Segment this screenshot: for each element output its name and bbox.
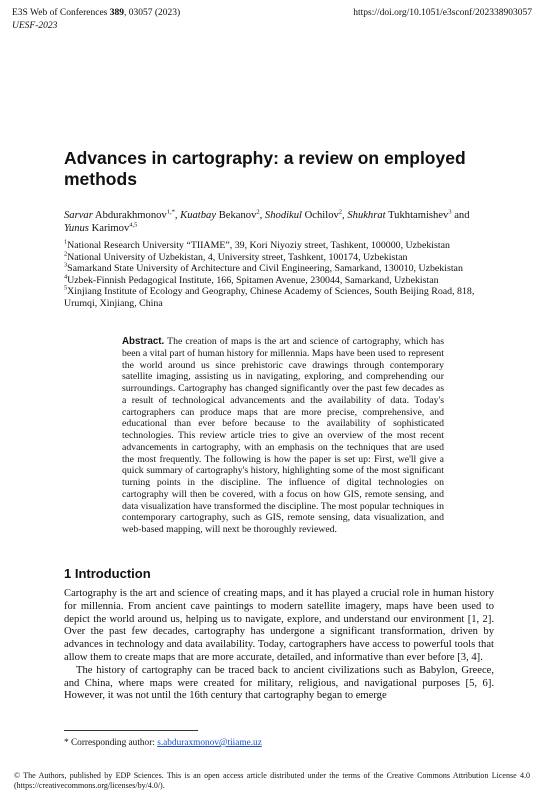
running-header-left bbox=[12, 7, 180, 33]
journal-prefix: E3S Web of Conferences bbox=[12, 8, 110, 18]
author-affiliation-marker: 3 bbox=[448, 208, 452, 216]
affiliation-text: National University of Uzbekistan, 4, University street, Tashkent, 100174, Uzbekistan bbox=[67, 251, 408, 263]
affiliation-number: 3 bbox=[64, 261, 68, 269]
author-family-name: Tukhtamishev bbox=[388, 210, 449, 221]
paper-title: Advances in cartography: a review on employed methods bbox=[64, 148, 466, 189]
author-family-name: Abdurakhmonov bbox=[94, 210, 167, 221]
body-paragraph: Cartography is the art and science of creating maps, and it has played a crucial role in human history for millennia. From ancient cave paintings to modern satellite imagery, maps have been used to depict the world around us, helping us to navigate, explore, and understand our environment [1, 2]. Over the past few decades, cartography has undergone a significant transformation, driven by advances in technology and data availability. Today, cartographers have access to powerful tools that allow them to create maps that are more accurate, detailed, and informative than ever before [3, 4]. bbox=[64, 588, 494, 663]
footnote-divider bbox=[64, 730, 198, 731]
author-separator: , bbox=[259, 210, 265, 221]
body-paragraph: The history of cartography can be traced back to ancient civilizations such as Babylon, Greece, and China, where maps were created for military, religious, and navigational purposes [5, 6]. However, it was not until the 16th century that cartography began to emerge bbox=[64, 664, 494, 702]
affiliation bbox=[64, 240, 504, 252]
author-affiliation-marker: 1,* bbox=[166, 208, 175, 216]
author-list bbox=[64, 209, 494, 235]
conference-name: UESF-2023 bbox=[12, 21, 58, 31]
author-given-name: Shodikul bbox=[264, 210, 302, 221]
author-given-name: Yunus bbox=[64, 223, 89, 234]
author-family-name: Ochilov bbox=[304, 210, 339, 221]
affiliation-number: 2 bbox=[64, 250, 68, 258]
author-affiliation-marker: 2 bbox=[256, 208, 260, 216]
corresponding-email-link[interactable]: s.abduraxmonov@tiiame.uz bbox=[157, 738, 262, 748]
abstract-label: Abstract. bbox=[122, 336, 165, 347]
author-separator: and bbox=[451, 210, 470, 221]
abstract-text: The creation of maps is the art and science of cartography, which has been a vital part of human history for millennia. Maps have been used to represent the world around us since prehistoric cave drawings through contemporary satellite imaging, assisting us in navigating, exploring, and comprehending our surroundings. Cartography has changed significantly over the past few decades as a result of technological advancements and the availability of data. Today's cartographers can produce maps that are more precise, comprehensive, and educational than ever before because to the availability of sophisticated technologies. This review article tries to give an overview of the most recent advancements in cartography, with an emphasis on the techniques that are used the most frequently. The following is how the paper is set up: First, we'll give a quick summary of cartography's history, highlighting some of the most significant turning points in the discipline. The influence of digital technologies on cartography will then be covered, with a focus on how GIS, remote sensing, and data visualization have transformed the discipline. The most popular techniques in contemporary cartography, such as GIS, remote sensing, data visualization, and web-based mapping, will next be thoroughly reviewed. bbox=[122, 336, 444, 535]
affiliation-number: 4 bbox=[64, 273, 68, 281]
author-affiliation-marker: 4,5 bbox=[129, 221, 138, 229]
affiliation bbox=[64, 252, 504, 264]
footnote bbox=[64, 737, 262, 749]
license-notice: © The Authors, published by EDP Sciences. This is an open access article distributed under the terms of the Creative Commons Attribution License 4.0 (https://creativecommons.org/licenses/by/4.0/). bbox=[14, 771, 530, 791]
affiliation-text: Xinjiang Institute of Ecology and Geography, Chinese Academy of Sciences, South Beijing Road, 818, Urumqi, Xinjiang, China bbox=[64, 286, 475, 309]
doi-link[interactable]: https://doi.org/10.1051/e3sconf/202338903057 bbox=[353, 8, 532, 18]
affiliation-list bbox=[64, 240, 504, 310]
affiliation-number: 1 bbox=[64, 238, 68, 246]
section-body bbox=[64, 588, 494, 703]
author-separator: , bbox=[174, 210, 181, 221]
footnote-prefix: * Corresponding author: bbox=[64, 738, 158, 748]
affiliation-number: 5 bbox=[64, 285, 68, 293]
abstract bbox=[122, 336, 444, 536]
affiliation-text: National Research University “TIIAME”, 39, Kori Niyoziy street, Tashkent, 100000, Uzbekistan bbox=[67, 240, 450, 251]
journal-citation bbox=[12, 7, 180, 20]
author-given-name: Sarvar bbox=[64, 210, 93, 221]
affiliation bbox=[64, 275, 504, 287]
author-family-name: Bekanov bbox=[218, 210, 257, 221]
affiliation bbox=[64, 286, 504, 309]
author-family-name: Karimov bbox=[91, 223, 130, 234]
section-heading: 1 Introduction bbox=[64, 566, 151, 581]
author-given-name: Kuatbay bbox=[180, 210, 217, 221]
article-info: , 03057 (2023) bbox=[123, 8, 181, 18]
affiliation-text: Uzbek-Finnish Pedagogical Institute, 166, Spitamen Avenue, 230044, Samarkand, Uzbekistan bbox=[67, 274, 439, 286]
author-affiliation-marker: 2 bbox=[338, 208, 343, 216]
affiliation bbox=[64, 263, 504, 275]
author-given-name: Shukhrat bbox=[347, 210, 386, 221]
journal-volume: 389 bbox=[109, 8, 124, 18]
author-separator: , bbox=[342, 210, 348, 221]
affiliation-text: Samarkand State University of Architecture and Civil Engineering, Samarkand, 130010, Uzbekistan bbox=[67, 263, 463, 275]
